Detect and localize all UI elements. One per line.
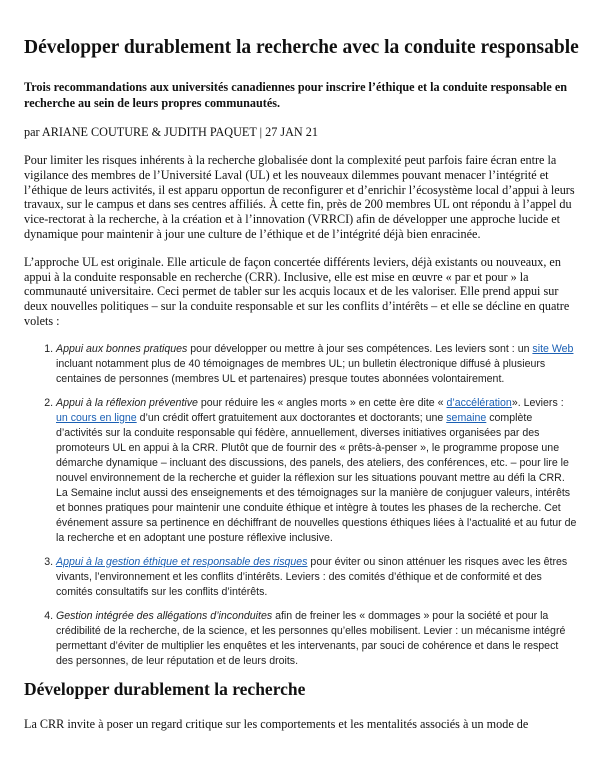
list-item: 4. Gestion intégrée des allégations d’inconduites afin de freiner les « dommages » pour la société et pour la crédibilité de la recherche, de la science, et les personnes qu’elles mobilisent. Levier : un mécanisme intégré permettant d’éviter de multiplier les enquêtes et les intervenants, par souci de cohérence et dans le respect des personnes, de leur réputation et de leurs droits. [56, 609, 578, 669]
acceleration-link[interactable]: d’accélération [446, 396, 512, 409]
website-link[interactable]: site Web [532, 342, 574, 355]
closing-paragraph: La CRR invite à poser un regard critique sur les comportements et les mentalités associés à un mode de [24, 716, 529, 731]
list-item: 3. Appui à la gestion éthique et responsable des risques pour éviter ou sinon atténuer les risques avec les êtres vivants, l’environnement et les conflits d’intérêts. Leviers : des comités d’éthique et de conformité et des comités consultatifs sur les conflits d’intérêts. [56, 555, 578, 600]
intro-paragraph: Pour limiter les risques inhérents à la recherche globalisée dont la complexité peut parfois faire écran entre la vigilance des membres de l’Université Laval (UL) et les nouveaux dilemmes pouvant menacer l’intégrité et l’éthique de leurs activités, il est apparu opportun de reconfigurer et d’enrichir l’écosystème local d’appui à leurs travaux, sur le campus et dans ses centres affiliés. À cette fin, près de 200 membres UL ont répondu à l’appel du vice-rectorat à la recherche, à la création et à l’innovation (VRRCI) afin de développer une approche lucide et dynamique pour maintenir à jour une culture de l’éthique et de l’intégrité déjà bien enracinée. [24, 153, 575, 241]
list-item-lead: Appui aux bonnes pratiques [56, 342, 188, 355]
approach-paragraph: L’approche UL est originale. Elle articule de façon concertée différents leviers, déjà existants ou nouveaux, en appui à la conduite responsable en recherche (CRR). Inclusive, elle est mise en œuvre « par et pour » la communauté universitaire. Ceci permet de tabler sur les acquis locaux et de les valoriser. Elle prend appui sur deux nouvelles politiques – sur la conduite responsable et sur les conflits d’intérêts – et elle se décline en quatre volets : [24, 254, 570, 328]
article-title: Développer durablement la recherche avec la conduite responsable [24, 37, 579, 58]
section-heading: Développer durablement la recherche [24, 678, 306, 699]
risk-management-link[interactable]: Appui à la gestion éthique et responsable des risques [56, 555, 308, 568]
list-item-lead: Appui à la réflexion préventive [56, 396, 198, 409]
article-subtitle: Trois recommandations aux universités canadiennes pour inscrire l’éthique et la conduite responsable en recherche au sein de leurs propres communautés. [24, 80, 568, 110]
list-item: 1. Appui aux bonnes pratiques pour développer ou mettre à jour ses compétences. Les leviers sont : un site Web incluant notamment plus de 40 témoignages de membres UL; un bulletin électronique diffusé à plusieurs centaines de personnes (membres UL et partenaires) presque toutes abonnées volontairement. [56, 342, 578, 387]
online-course-link[interactable]: un cours en ligne [56, 411, 137, 424]
week-link[interactable]: semaine [446, 411, 487, 424]
list-item: 2. Appui à la réflexion préventive pour réduire les « angles morts » en cette ère dite « d’accélération». Leviers : un cours en ligne d’un crédit offert gratuitement aux doctorantes et doctorants; une semaine complète d’activités sur la conduite responsable qui fédère, annuellement, diverses initiatives organisées par des promoteurs UL en appui à la CRR. Plutôt que de fournir des « prêts-à-penser », le programme propose une démarche dynamique – incluant des discussions, des panels, des ateliers, des conférences, etc. – pour lire le nouvel environnement de la recherche et guider la réflexion sur les situations pouvant mettre au défi la CRR. La Semaine inclut aussi des enseignements et des témoignages sur la manière de conjuguer valeurs, intérêts et bonnes pratiques pour maintenir une conduite éthique et intègre à toutes les phases de la recherche. Cet événement assure sa pertinence en déchiffrant de nouvelles questions éthiques liées à l’actualité et au futur de la recherche et en adoptant une posture réflexive inclusive. [56, 396, 578, 546]
list-item-lead: Gestion intégrée des allégations d’inconduites [56, 609, 273, 622]
four-components-list [24, 342, 578, 669]
article-byline: par ARIANE COUTURE & JUDITH PAQUET | 27 JAN 21 [24, 125, 318, 139]
